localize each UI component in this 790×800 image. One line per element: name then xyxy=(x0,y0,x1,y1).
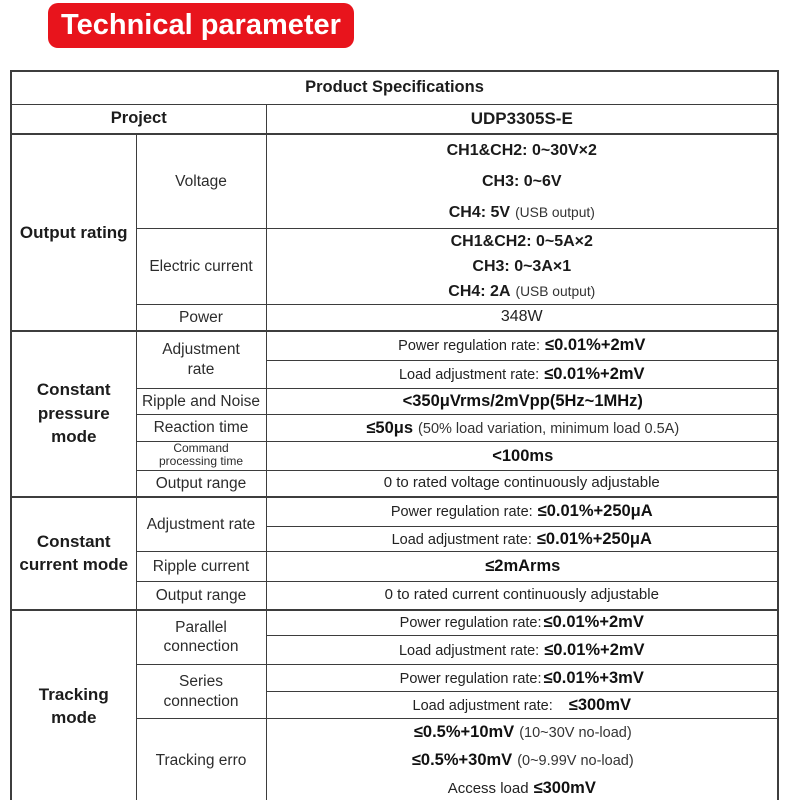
tk-parallel-label: Parallel connection xyxy=(163,619,239,656)
section-tracking xyxy=(11,610,136,800)
cp-command-label-cell xyxy=(136,442,266,471)
section-constant-pressure-title: Constant pressure mode xyxy=(36,380,111,447)
cc-range-value-cell xyxy=(266,582,778,610)
cp-command-label: Command processing time xyxy=(158,441,244,469)
cp-command-value-cell xyxy=(266,442,778,471)
section-constant-current-title: Constant current mode xyxy=(19,531,129,575)
tk-error-label: Tracking erro xyxy=(155,752,247,769)
section-constant-current xyxy=(11,497,136,610)
tracking-error-line: ≤0.5%+10mV (10~30V no-load) xyxy=(413,723,632,742)
tk-series-power-cell: Power regulation rate: ≤0.01%+3mV xyxy=(266,665,778,692)
spec-table xyxy=(10,70,779,800)
cc-power-reg-cell: Power regulation rate: ≤0.01%+250μA xyxy=(266,497,778,527)
tk-parallel-load-cell: Load adjustment rate: ≤0.01%+2mV xyxy=(266,636,778,665)
model-cell xyxy=(266,104,778,134)
voltage-line: CH3: 0~6V xyxy=(481,173,562,190)
power-value: 348W xyxy=(500,308,543,326)
tk-error-label-cell xyxy=(136,719,266,800)
cp-power-reg-cell: Power regulation rate: ≤0.01%+2mV xyxy=(266,331,778,361)
tracking-error-line: Access load ≤300mV xyxy=(447,779,596,798)
tk-error-value-cell xyxy=(266,719,778,800)
tk-series-label: Series connection xyxy=(163,673,239,710)
voltage-value-cell xyxy=(266,134,778,229)
tk-series-load-cell: Load adjustment rate: ≤300mV xyxy=(266,692,778,719)
cp-ripple-label-cell xyxy=(136,389,266,415)
voltage-line: CH4: 5V (USB output) xyxy=(448,204,595,221)
cp-range-label-cell xyxy=(136,471,266,497)
tracking-error-line: ≤0.5%+30mV (0~9.99V no-load) xyxy=(411,751,634,770)
current-line: CH1&CH2: 0~5A×2 xyxy=(450,233,593,250)
badge-label: Technical parameter xyxy=(61,9,341,41)
cc-range-label-cell xyxy=(136,582,266,610)
cc-adjustment-label: Adjustment rate xyxy=(146,515,256,533)
section-constant-pressure xyxy=(11,331,136,497)
voltage-label: Voltage xyxy=(175,172,227,190)
cp-ripple-label: Ripple and Noise xyxy=(141,392,261,410)
section-output-rating-title: Output rating xyxy=(19,222,128,242)
cp-reaction-value-cell: ≤50μs (50% load variation, minimum load 0.5A) xyxy=(266,415,778,442)
tk-series-label-cell xyxy=(136,665,266,719)
technical-parameter-badge xyxy=(48,3,354,48)
table-title: Product Specifications xyxy=(305,78,484,97)
cp-reaction-label-cell xyxy=(136,415,266,442)
current-label-cell xyxy=(136,229,266,305)
power-value-cell xyxy=(266,305,778,331)
table-title-cell xyxy=(11,71,778,104)
project-label-cell xyxy=(11,104,266,134)
cc-adjustment-label-cell xyxy=(136,497,266,552)
current-value-cell xyxy=(266,229,778,305)
tk-parallel-label-cell xyxy=(136,610,266,665)
voltage-label-cell xyxy=(136,134,266,229)
cp-reaction-label: Reaction time xyxy=(153,419,249,437)
cp-range-value-cell xyxy=(266,471,778,497)
voltage-line: CH1&CH2: 0~30V×2 xyxy=(446,142,597,159)
cc-ripple-label: Ripple current xyxy=(152,558,250,575)
cc-range-value: 0 to rated current continuously adjustable xyxy=(384,586,659,604)
cp-range-label: Output range xyxy=(155,474,247,492)
cp-load-adj-cell: Load adjustment rate: ≤0.01%+2mV xyxy=(266,361,778,389)
cp-range-value: 0 to rated voltage continuously adjustable xyxy=(383,474,660,492)
cp-ripple-value: <350μVrms/2mVpp(5Hz~1MHz) xyxy=(402,392,643,410)
current-line: CH3: 0~3A×1 xyxy=(472,258,572,275)
model-value: UDP3305S-E xyxy=(470,108,573,128)
cp-adjustment-label-cell xyxy=(136,331,266,389)
current-label: Electric current xyxy=(149,257,253,275)
cp-ripple-value-cell xyxy=(266,389,778,415)
cc-load-adj-cell: Load adjustment rate: ≤0.01%+250μA xyxy=(266,527,778,552)
section-output-rating xyxy=(11,134,136,331)
power-label: Power xyxy=(179,308,223,326)
tk-parallel-power-cell: Power regulation rate: ≤0.01%+2mV xyxy=(266,610,778,636)
cc-ripple-label-cell xyxy=(136,552,266,582)
project-label: Project xyxy=(110,109,167,128)
cp-adjustment-label: Adjustment rate xyxy=(162,341,240,378)
power-label-cell xyxy=(136,305,266,331)
cc-range-label: Output range xyxy=(155,586,247,604)
current-line: CH4: 2A (USB output) xyxy=(448,283,596,300)
section-tracking-title: Tracking mode xyxy=(38,684,109,728)
cp-command-value: <100ms xyxy=(492,446,554,465)
cc-ripple-value: ≤2mArms xyxy=(485,557,561,576)
cc-ripple-value-cell xyxy=(266,552,778,582)
